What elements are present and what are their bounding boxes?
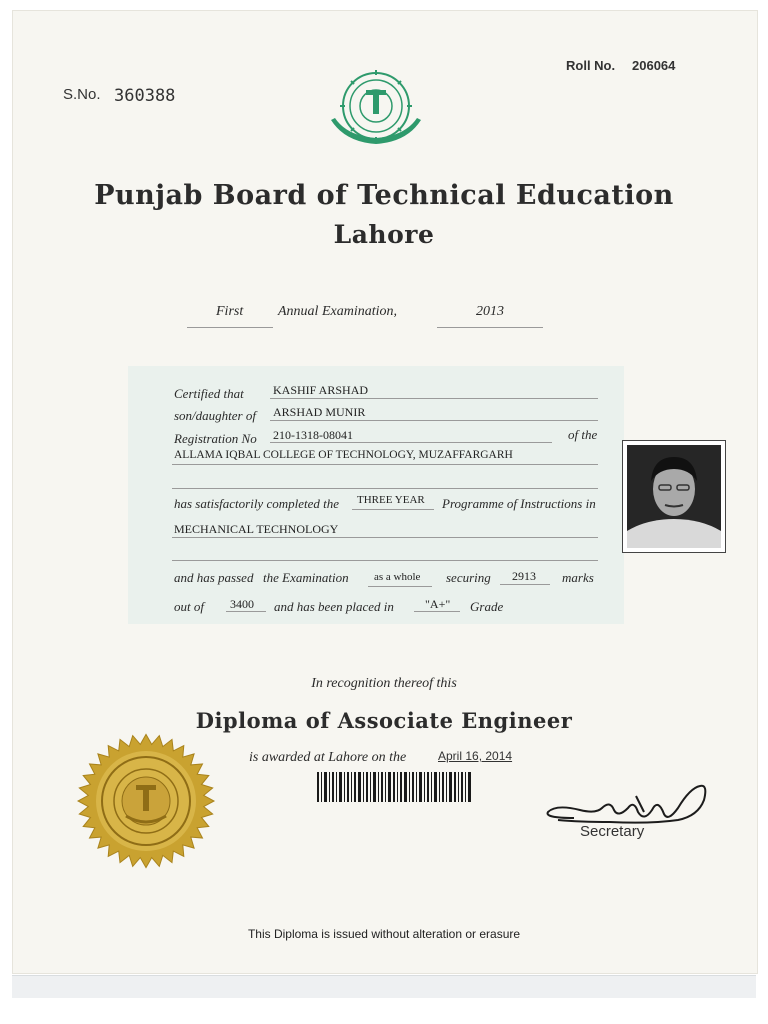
board-city: Lahore [333, 220, 435, 249]
diploma-title: Diploma of Associate Engineer [195, 708, 573, 733]
total-marks: 3400 [230, 597, 254, 611]
programme-duration: THREE YEAR [357, 494, 425, 506]
marks-label: marks [562, 570, 594, 585]
grade-label: Grade [470, 599, 504, 614]
student-photo [622, 440, 726, 553]
gold-seal-icon [74, 732, 218, 870]
exam-label: Annual Examination, [278, 304, 397, 319]
of-the-label: of the [568, 427, 598, 442]
out-of-label: out of [174, 599, 204, 614]
recognition-text: In recognition thereof this [311, 676, 457, 691]
parent-label: son/daughter of [174, 408, 256, 423]
board-title: Punjab Board of Technical Education [94, 180, 674, 211]
marks-obtained: 2913 [512, 569, 536, 583]
certified-label: Certified that [174, 386, 244, 401]
page-bottom-strip [12, 975, 756, 998]
footer-note: This Diploma is issued without alteration or erasure [247, 927, 521, 941]
serial-number-label: S.No. [63, 86, 101, 103]
parent-name: ARSHAD MUNIR [273, 405, 366, 419]
exam-session: First [216, 304, 244, 319]
grade-value: "A+" [425, 597, 451, 611]
passed-label: and has passed [174, 570, 254, 585]
registration-label: Registration No [174, 431, 257, 446]
exam-year: 2013 [476, 304, 504, 319]
as-whole-value: as a whole [374, 571, 421, 583]
awarded-label: is awarded at Lahore on the [249, 750, 407, 765]
roll-number-value: 206064 [632, 58, 676, 73]
securing-label: securing [446, 570, 491, 585]
award-date: April 16, 2014 [438, 749, 513, 763]
board-logo-icon [325, 64, 427, 154]
roll-number-label: Roll No. [566, 58, 616, 73]
placed-label: and has been placed in [274, 599, 394, 614]
registration-number: 210-1318-08041 [273, 428, 353, 442]
secretary-title: Secretary [580, 823, 645, 840]
technology-name: MECHANICAL TECHNOLOGY [174, 522, 339, 536]
serial-number-value: 360388 [114, 86, 176, 106]
student-name: KASHIF ARSHAD [273, 383, 369, 397]
completed-label: has satisfactorily completed the [174, 496, 340, 511]
institute-name: ALLAMA IQBAL COLLEGE OF TECHNOLOGY, MUZAFFARGARH [174, 449, 513, 461]
examination-label: the Examination [263, 570, 349, 585]
barcode-icon [317, 772, 471, 802]
programme-label: Programme of Instructions in [442, 496, 596, 511]
